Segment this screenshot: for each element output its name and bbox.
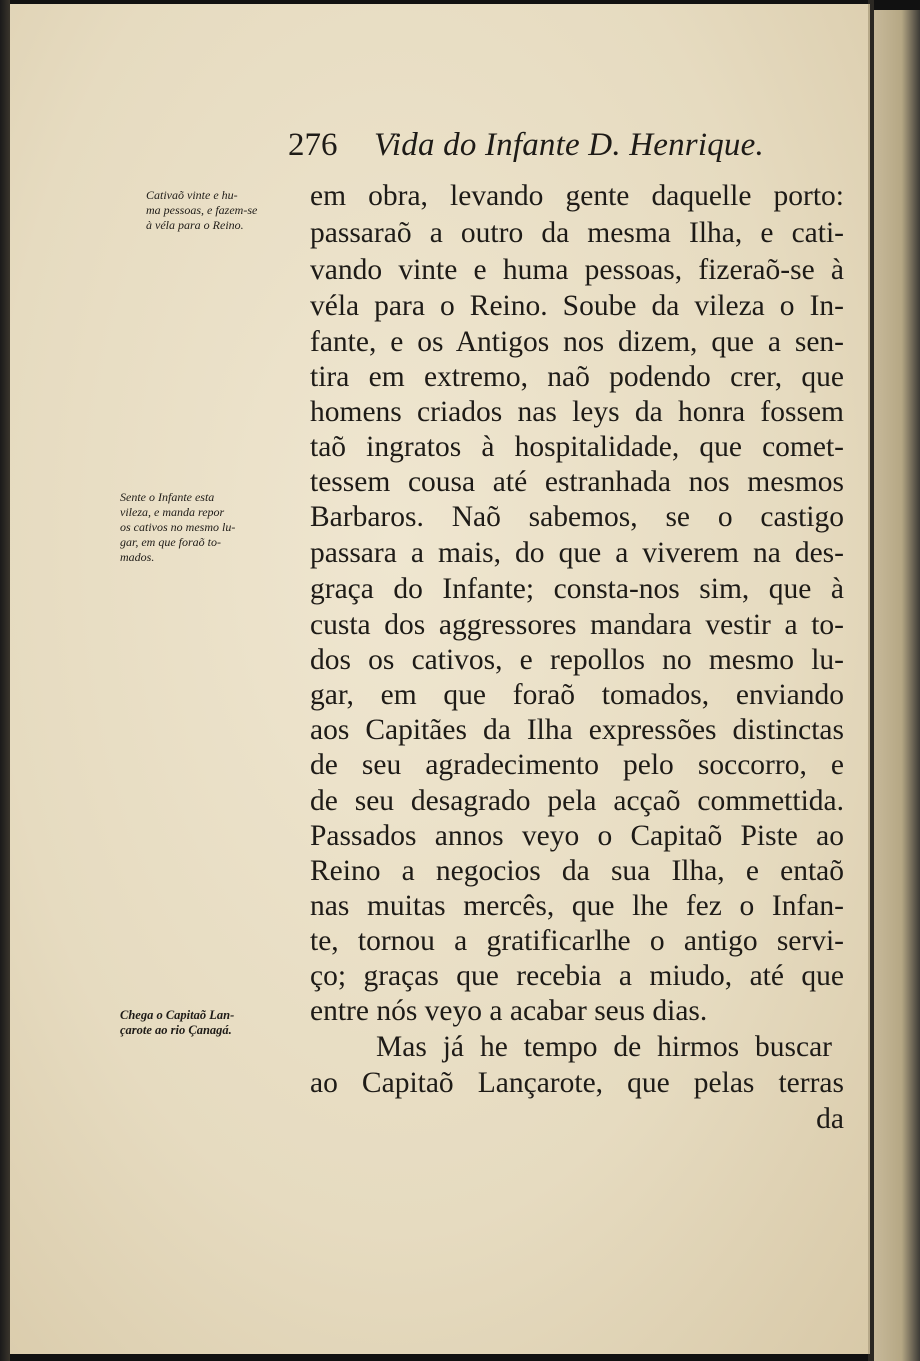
body-line: entre nós veyo a acabar seus dias. [310,995,708,1027]
body-line: passaraõ a outro da mesma Ilha, e cati- [310,217,844,249]
body-line: taõ ingratos à hospitalidade, que comet- [310,431,844,463]
body-line: dos os cativos, e repollos no mesmo lu- [310,644,844,676]
catchword: da [816,1103,844,1135]
body-line: custa dos aggressores mandara vestir a to- [310,609,844,641]
binding-shadow [0,0,10,1361]
body-line: Barbaros. Naõ sabemos, se o castigo [310,501,844,533]
page-number: 276 [288,127,338,163]
body-line: ao Capitaõ Lançarote, que pelas terras [310,1067,844,1099]
book-page [10,4,870,1354]
margin-note-line: Sente o Infante esta [120,490,215,504]
body-line: Mas já he tempo de hirmos buscar [376,1031,832,1063]
margin-note-line: os cativos no mesmo lu- [120,520,236,534]
margin-note-line: à véla para o Reino. [146,218,244,232]
margin-note-line: ma pessoas, e fazem-se [146,203,258,217]
body-line: de seu desagrado pela acçaõ commettida. [310,785,844,817]
margin-note-line: gar, em que foraõ to- [120,535,221,549]
margin-note [120,490,235,565]
body-line: vando vinte e huma pessoas, fizeraõ-se à [310,254,844,286]
body-line: ço; graças que recebia a miudo, até que [310,960,844,992]
margin-note-line: mados. [120,550,155,564]
body-line: aos Capitães da Ilha expressões distinctas [310,714,844,746]
running-title: Vida do Infante D. Henrique. [374,127,764,163]
body-line: Reino a negocios da sua Ilha, e entaõ [310,855,844,887]
body-line: gar, em que foraõ tomados, enviando [310,679,844,711]
body-line: em obra, levando gente daquelle porto: [310,180,844,212]
margin-note-line: Cativaõ vinte e hu- [146,188,238,202]
body-line: véla para o Reino. Soube da vileza o In- [310,290,844,322]
body-line: passara a mais, do que a viverem na des- [310,537,844,569]
body-line: te, tornou a gratificarlhe o antigo servi- [310,925,844,957]
body-line: tessem cousa até estranhada nos mesmos [310,466,844,498]
adjacent-page-edge [874,10,920,1361]
margin-note-line: Chega o Capitaõ Lan- [120,1008,235,1022]
body-line: tira em extremo, naõ podendo crer, que [310,361,844,393]
margin-note [146,188,257,233]
body-line: fante, e os Antigos nos dizem, que a sen- [310,326,844,358]
body-line: de seu agradecimento pelo soccorro, e [310,749,844,781]
body-line: nas muitas mercês, que lhe fez o Infan- [310,890,844,922]
margin-note-line: vileza, e manda repor [120,505,225,519]
body-line: graça do Infante; consta-nos sim, que à [310,573,844,605]
body-line: Passados annos veyo o Capitaõ Piste ao [310,820,844,852]
margin-note [120,1008,234,1038]
margin-note-line: çarote ao rio Çanagá. [120,1023,232,1037]
running-header [278,122,838,168]
body-line: homens criados nas leys da honra fossem [310,396,844,428]
